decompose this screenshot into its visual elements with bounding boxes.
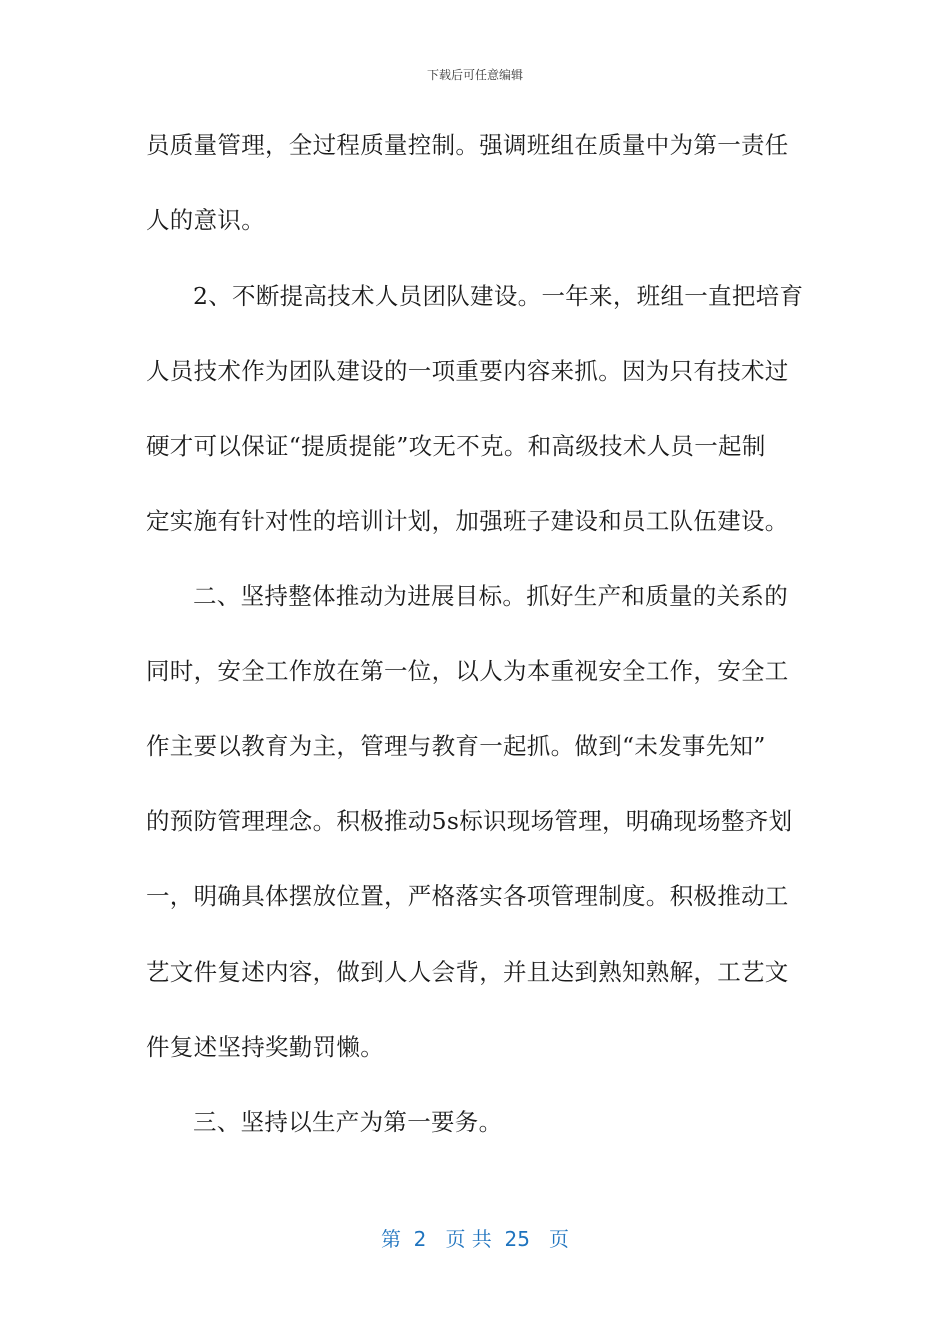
page-header: 下载后可任意编辑 (426, 68, 523, 82)
body-line: 同时，安全工作放在第一位，以人为本重视安全工作，安全工 (146, 657, 789, 685)
body-line: 硬才可以保证“提质提能”攻无不克。和高级技术人员一起制 (146, 432, 766, 460)
body-line: 作主要以教育为主，管理与教育一起抓。做到“未发事先知” (146, 732, 766, 760)
body-line: 员质量管理，全过程质量控制。强调班组在质量中为第一责任 (146, 131, 789, 159)
paragraph-first-line: 三、坚持以生产为第一要务。 (193, 1108, 503, 1136)
body-line: 人员技术作为团队建设的一项重要内容来抓。因为只有技术过 (146, 357, 789, 385)
body-line: 艺文件复述内容，做到人人会背，并且达到熟知熟解，工艺文 (146, 958, 789, 986)
body-line: 一，明确具体摆放位置，严格落实各项管理制度。积极推动工 (146, 882, 789, 910)
body-line: 的预防管理理念。积极推动5s标识现场管理，明确现场整齐划 (146, 807, 793, 835)
paragraph-first-line: 二、坚持整体推动为进展目标。抓好生产和质量的关系的 (193, 582, 788, 610)
page-number-footer: 第 2 页 共 25 页 (380, 1227, 570, 1251)
body-line: 人的意识。 (146, 206, 265, 234)
body-line: 定实施有针对性的培训计划，加强班子建设和员工队伍建设。 (146, 507, 789, 535)
paragraph-first-line: 2、不断提高技术人员团队建设。一年来，班组一直把培育 (193, 282, 804, 310)
body-line: 件复述坚持奖勤罚懒。 (146, 1033, 384, 1061)
